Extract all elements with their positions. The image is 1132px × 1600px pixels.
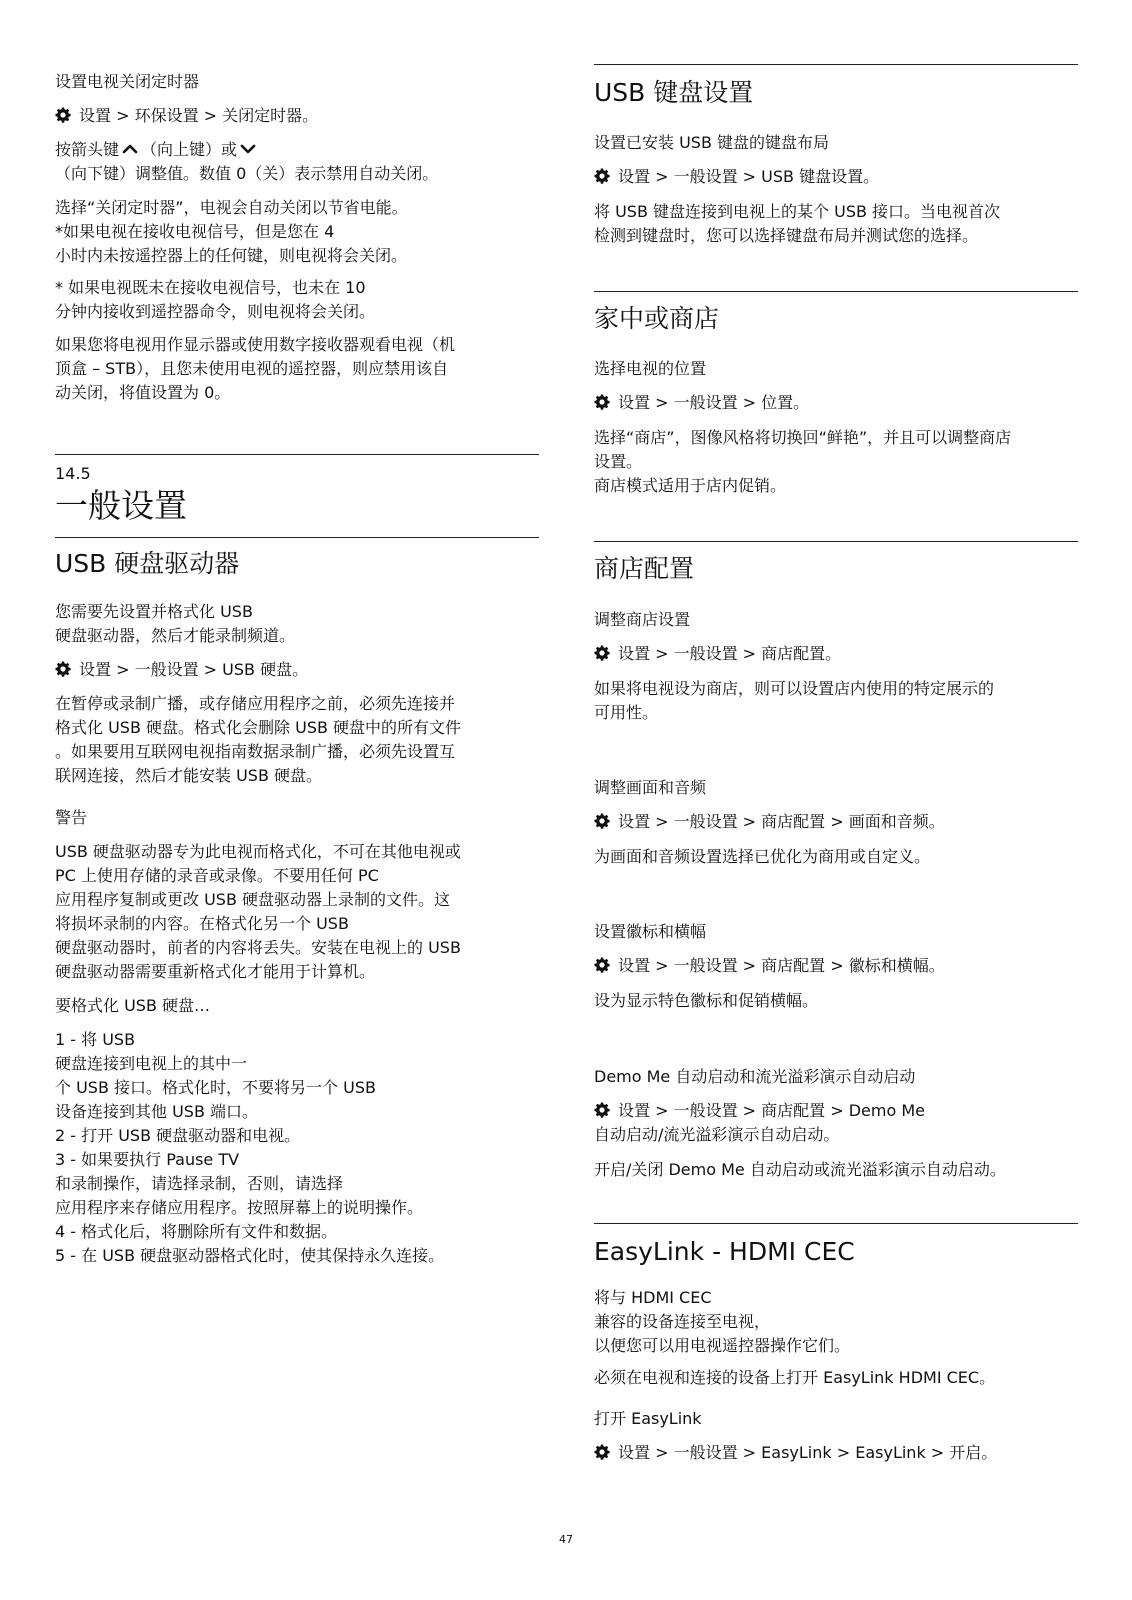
demo-me-menu-path (594, 1099, 1078, 1147)
divider (55, 454, 539, 455)
text-line: 选择“商店”，图像风格将切换回“鲜艳”，并且可以调整商店 (594, 428, 1012, 447)
text-line: 。如果要用互联网电视指南数据录制广播，必须先设置互 (55, 742, 456, 761)
text-line: 以便您可以用电视遥控器操作它们。 (594, 1336, 851, 1355)
text-line: 硬盘驱动器，然后才能录制频道。 (55, 626, 296, 645)
usb-hdd-path-text: 设置 > 一般设置 > USB 硬盘。 (79, 660, 309, 679)
logo-banner-menu-path (594, 954, 1078, 978)
usb-keyboard-title: USB 键盘设置 (594, 78, 754, 107)
easylink-menu-path (594, 1441, 1078, 1465)
chevron-down-icon (240, 141, 256, 157)
text-line: 硬盘驱动器时，前者的内容将丢失。安装在电视上的 USB (55, 938, 461, 957)
divider (594, 541, 1078, 542)
logo-banner-path-text: 设置 > 一般设置 > 商店配置 > 徽标和横幅。 (618, 956, 945, 975)
gear-icon (594, 1444, 610, 1460)
easylink-title: EasyLink - HDMI CEC (594, 1237, 855, 1266)
text-line: 分钟内接收到遥控器命令，则电视将会关闭。 (55, 302, 376, 321)
gear-icon (594, 957, 610, 973)
step-line: 设备连接到其他 USB 端口。 (55, 1102, 259, 1121)
gear-icon (594, 645, 610, 661)
text-line: 小时内未按遥控器上的任何键，则电视将会关闭。 (55, 246, 408, 265)
usb-hdd-paragraph (55, 692, 539, 788)
page-title: 一般设置 (55, 486, 187, 525)
warning-label: 警告 (55, 808, 88, 827)
gear-icon (594, 394, 610, 410)
picture-audio-paragraph: 为画面和音频设置选择已优化为商用或自定义。 (594, 847, 931, 866)
timer-p1-c: （向下键）调整值。数值 0（关）表示禁用自动关闭。 (55, 164, 439, 183)
picture-audio-menu-path (594, 810, 1078, 834)
warning-paragraph (55, 840, 539, 984)
timer-menu-path (55, 104, 539, 128)
text-line: 可用性。 (594, 703, 659, 722)
step-line: 3 - 如果要执行 Pause TV (55, 1150, 240, 1169)
text-line: 联网连接，然后才能安装 USB 硬盘。 (55, 766, 323, 785)
demo-me-path-text: 设置 > 一般设置 > 商店配置 > Demo Me (618, 1101, 926, 1120)
usb-hdd-menu-path (55, 658, 539, 682)
timer-paragraph-3 (55, 276, 539, 324)
section-number: 14.5 (55, 464, 91, 483)
text-line: *如果电视在接收电视信号，但是您在 4 (55, 222, 335, 241)
text-line: 将与 HDMI CEC (594, 1288, 712, 1307)
text-line: 顶盒 – STB），且您未使用电视的遥控器，则应禁用该自 (55, 359, 449, 378)
step-line: 5 - 在 USB 硬盘驱动器格式化时，使其保持永久连接。 (55, 1246, 445, 1265)
text-line: 硬盘驱动器需要重新格式化才能用于计算机。 (55, 962, 376, 981)
location-path-text: 设置 > 一般设置 > 位置。 (618, 393, 810, 412)
step-line: 硬盘连接到电视上的其中一 (55, 1054, 248, 1073)
text-line: 兼容的设备连接至电视， (594, 1312, 771, 1331)
shop-config-paragraph (594, 677, 1078, 725)
text-line: 商店模式适用于店内促销。 (594, 476, 787, 495)
shop-config-title: 商店配置 (594, 554, 695, 583)
timer-path-text: 设置 > 环保设置 > 关闭定时器。 (79, 106, 319, 125)
usb-hdd-title: USB 硬盘驱动器 (55, 549, 240, 578)
timer-heading: 设置电视关闭定时器 (55, 72, 200, 91)
location-subtitle: 选择电视的位置 (594, 359, 707, 378)
demo-me-paragraph: 开启/关闭 Demo Me 自动启动或流光溢彩演示自动启动。 (594, 1160, 1006, 1179)
step-line: 和录制操作，请选择录制，否则，请选择 (55, 1174, 344, 1193)
gear-icon (55, 107, 71, 123)
page-number: 47 (559, 1533, 573, 1546)
location-title: 家中或商店 (594, 304, 720, 333)
demo-me-path-text-2: 自动启动/流光溢彩演示自动启动。 (594, 1125, 840, 1144)
easylink-subtitle: 打开 EasyLink (594, 1409, 702, 1428)
logo-banner-paragraph: 设为显示特色徽标和促销横幅。 (594, 991, 819, 1010)
format-steps (55, 1028, 539, 1268)
location-menu-path (594, 391, 1078, 415)
timer-p1-a: 按箭头键 (55, 140, 120, 159)
gear-icon (594, 168, 610, 184)
text-line: 设置。 (594, 452, 643, 471)
gear-icon (594, 1102, 610, 1118)
step-line: 4 - 格式化后，将删除所有文件和数据。 (55, 1222, 338, 1241)
picture-audio-path-text: 设置 > 一般设置 > 商店配置 > 画面和音频。 (618, 812, 945, 831)
text-line: USB 硬盘驱动器专为此电视而格式化，不可在其他电视或 (55, 842, 461, 861)
format-label: 要格式化 USB 硬盘… (55, 996, 211, 1015)
picture-audio-subtitle: 调整画面和音频 (594, 778, 707, 797)
usb-hdd-intro (55, 600, 539, 648)
logo-banner-subtitle: 设置徽标和横幅 (594, 922, 707, 941)
text-line: 如果将电视设为商店，则可以设置店内使用的特定展示的 (594, 679, 995, 698)
step-line: 2 - 打开 USB 硬盘驱动器和电视。 (55, 1126, 301, 1145)
step-line: 应用程序来存储应用程序。按照屏幕上的说明操作。 (55, 1198, 424, 1217)
easylink-path-text: 设置 > 一般设置 > EasyLink > EasyLink > 开启。 (618, 1443, 998, 1462)
text-line: 动关闭，将值设置为 0。 (55, 383, 231, 402)
shop-config-menu-path (594, 642, 1078, 666)
divider (55, 537, 539, 538)
text-line: 将损坏录制的内容。在格式化另一个 USB (55, 914, 349, 933)
divider (594, 1223, 1078, 1224)
chevron-up-icon (122, 141, 138, 157)
easylink-intro (594, 1286, 1078, 1358)
divider (594, 64, 1078, 65)
usb-keyboard-paragraph (594, 200, 1078, 248)
easylink-paragraph: 必须在电视和连接的设备上打开 EasyLink HDMI CEC。 (594, 1368, 996, 1387)
shop-config-path-text: 设置 > 一般设置 > 商店配置。 (618, 644, 842, 663)
usb-keyboard-menu-path (594, 165, 1078, 189)
timer-paragraph-2 (55, 196, 539, 268)
shop-config-subtitle: 调整商店设置 (594, 610, 691, 629)
demo-me-subtitle: Demo Me 自动启动和流光溢彩演示自动启动 (594, 1067, 916, 1086)
location-paragraph (594, 426, 1078, 498)
step-line: 1 - 将 USB (55, 1030, 136, 1049)
text-line: 检测到键盘时，您可以选择键盘布局并测试您的选择。 (594, 226, 979, 245)
timer-paragraph-1 (55, 138, 539, 186)
text-line: 如果您将电视用作显示器或使用数字接收器观看电视（机 (55, 335, 456, 354)
text-line: 在暂停或录制广播，或存储应用程序之前，必须先连接并 (55, 694, 456, 713)
gear-icon (594, 813, 610, 829)
text-line: * 如果电视既未在接收电视信号，也未在 10 (55, 278, 366, 297)
step-line: 个 USB 接口。格式化时，不要将另一个 USB (55, 1078, 376, 1097)
text-line: 格式化 USB 硬盘。格式化会删除 USB 硬盘中的所有文件 (55, 718, 462, 737)
text-line: 选择“关闭定时器”，电视会自动关闭以节省电能。 (55, 198, 408, 217)
divider (594, 291, 1078, 292)
usb-keyboard-path-text: 设置 > 一般设置 > USB 键盘设置。 (618, 167, 880, 186)
text-line: 您需要先设置并格式化 USB (55, 602, 253, 621)
timer-paragraph-4 (55, 333, 539, 405)
usb-keyboard-subtitle: 设置已安装 USB 键盘的键盘布局 (594, 133, 830, 152)
text-line: PC 上使用存储的录音或录像。不要用任何 PC (55, 866, 379, 885)
text-line: 应用程序复制或更改 USB 硬盘驱动器上录制的文件。这 (55, 890, 451, 909)
gear-icon (55, 661, 71, 677)
timer-p1-b: （向上键）或 (141, 140, 238, 159)
text-line: 将 USB 键盘连接到电视上的某个 USB 接口。当电视首次 (594, 202, 1001, 221)
